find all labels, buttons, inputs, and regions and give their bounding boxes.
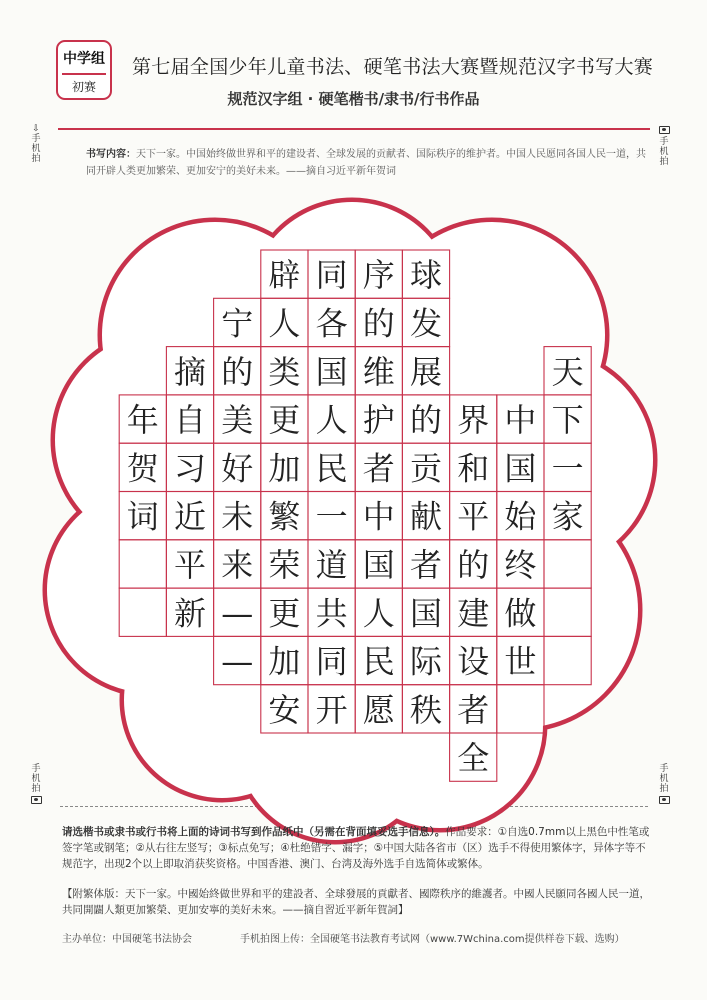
side-label-top-right: 手机拍 bbox=[656, 124, 672, 167]
grid-character: 更 bbox=[268, 594, 301, 633]
grid-character: 自 bbox=[173, 401, 207, 440]
grid-character: 始 bbox=[504, 497, 537, 536]
grid-character: 加 bbox=[268, 642, 301, 681]
grid-character: 者 bbox=[362, 449, 395, 488]
grid-character: 愿 bbox=[362, 690, 395, 729]
content-label: 书写内容： bbox=[86, 149, 136, 160]
grid-character: 者 bbox=[457, 690, 490, 729]
grid-character: 家 bbox=[551, 497, 584, 536]
traditional-version: 【附繁体版：天下一家。中國始終做世界和平的建設者、全球發展的貢獻者、國際秩序的維護者。中國人民願同各國人民一道，共同開闢人類更加繁榮、更加安寧的美好未來。——摘自習近平新年賀詞】 bbox=[62, 888, 650, 916]
side-label-bottom-right: 手机拍 bbox=[656, 764, 672, 807]
grid-character: 全 bbox=[457, 739, 490, 778]
grid-character: 的 bbox=[362, 304, 395, 343]
requirements-text: 作品要求：①自选0.7mm以上黑色中性笔或签字笔或钢笔；②从右往左竖写；③标点免写；④杜绝错字、漏字；⑤中国大陆各省市（区）选手不得使用繁体字，异体字等不规范字，出现2个以上即取消获奖资格。中国香港、澳门、台湾及海外选手自选简体或繁体。 bbox=[62, 826, 650, 870]
grid-character: 加 bbox=[268, 449, 301, 488]
grid-character: 宁 bbox=[221, 304, 254, 343]
grid-character: 未 bbox=[221, 497, 254, 536]
grid-character: 发 bbox=[409, 304, 443, 343]
grid-character: 一 bbox=[551, 449, 584, 488]
badge-level: 中学组 bbox=[63, 51, 105, 67]
grid-character: 年 bbox=[126, 401, 159, 440]
grid-character: 贺 bbox=[126, 449, 159, 488]
side-label-bottom-left: 手机拍 bbox=[28, 764, 44, 807]
grid-character: — bbox=[221, 642, 254, 681]
grid-character: 平 bbox=[457, 497, 490, 536]
grid-character: 人 bbox=[315, 401, 348, 440]
grid-character: — bbox=[221, 594, 254, 633]
grid-character: 繁 bbox=[268, 497, 301, 536]
grid-character: 的 bbox=[409, 401, 443, 440]
grid-character: 贡 bbox=[409, 449, 443, 488]
grid-character: 中 bbox=[362, 497, 395, 536]
grid-character: 献 bbox=[409, 497, 443, 536]
grid-character: 维 bbox=[362, 352, 395, 391]
grid-character: 界 bbox=[457, 401, 490, 440]
requirements-title: 请选楷书或隶书或行书将上面的诗词书写到作品纸中（另需在背面填妥选手信息）。 bbox=[62, 826, 446, 838]
grid-character: 者 bbox=[409, 545, 443, 584]
grid-character: 国 bbox=[315, 352, 348, 391]
grid-character: 建 bbox=[457, 594, 490, 633]
grid-character: 同 bbox=[315, 256, 348, 295]
grid-character: 球 bbox=[409, 256, 443, 295]
grid-character: 各 bbox=[315, 304, 348, 343]
grid-character: 安 bbox=[268, 690, 301, 729]
grid-character: 人 bbox=[362, 594, 395, 633]
grid-character: 更 bbox=[268, 401, 301, 440]
grid-character: 好 bbox=[221, 449, 254, 488]
grid-character: 同 bbox=[315, 642, 348, 681]
grid-character: 世 bbox=[504, 642, 537, 681]
grid-character: 民 bbox=[362, 642, 395, 681]
grid-character: 的 bbox=[457, 545, 490, 584]
grid-character: 新 bbox=[173, 594, 207, 633]
grid-character: 一 bbox=[315, 497, 348, 536]
side-label-top-left: ⇩ 手机拍 bbox=[31, 124, 41, 164]
grid-character: 摘 bbox=[173, 352, 207, 391]
page-subtitle: 规范汉字组 · 硬笔楷书/隶书/行书作品 bbox=[227, 90, 480, 108]
content-text: 天下一家。中国始终做世界和平的建设者、全球发展的贡献者、国际秩序的维护者。中国人民愿同各国人民一道，共同开辟人类更加繁荣、更加安宁的美好未来。——摘自习近平新年贺词 bbox=[86, 149, 646, 177]
grid-character: 终 bbox=[504, 545, 537, 584]
grid-character: 下 bbox=[551, 401, 584, 440]
organizer: 主办单位：中国硬笔书法协会 bbox=[62, 934, 192, 945]
grid-character: 展 bbox=[409, 352, 443, 391]
grid-character: 中 bbox=[504, 401, 537, 440]
grid-character: 和 bbox=[457, 449, 490, 488]
grid-character: 辟 bbox=[268, 256, 301, 295]
grid-character: 近 bbox=[173, 497, 207, 536]
grid-character: 荣 bbox=[268, 545, 301, 584]
grid-character: 国 bbox=[409, 594, 443, 633]
grid-character: 类 bbox=[268, 352, 301, 391]
grid-character: 际 bbox=[409, 642, 443, 681]
requirements bbox=[62, 824, 652, 872]
grid-character: 国 bbox=[504, 449, 537, 488]
grid-character: 的 bbox=[221, 352, 254, 391]
grid-character: 习 bbox=[173, 449, 207, 488]
grid-character: 天 bbox=[551, 352, 584, 391]
grid-character: 设 bbox=[457, 642, 490, 681]
grid-character: 美 bbox=[221, 401, 254, 440]
grid-character: 秩 bbox=[409, 690, 443, 729]
grid-character: 共 bbox=[315, 594, 348, 633]
upload-info: 手机拍图上传：全国硬笔书法教育考试网（www.7Wchina.com提供样卷下载、选购） bbox=[240, 934, 625, 945]
grid-character: 平 bbox=[173, 545, 207, 584]
grid-character: 国 bbox=[362, 545, 395, 584]
grid-character: 序 bbox=[362, 256, 395, 295]
footer bbox=[62, 930, 662, 945]
badge-stage: 初赛 bbox=[71, 80, 96, 94]
grid-character: 民 bbox=[315, 449, 348, 488]
grid-character: 护 bbox=[362, 401, 395, 440]
grid-character: 人 bbox=[268, 304, 301, 343]
grid-character: 道 bbox=[315, 545, 348, 584]
grid-character: 开 bbox=[315, 690, 348, 729]
grid-character: 来 bbox=[221, 545, 254, 584]
grid-character: 做 bbox=[504, 594, 537, 633]
page-title: 第七届全国少年儿童书法、硬笔书法大赛暨规范汉字书写大赛 bbox=[132, 56, 654, 78]
grid-character: 词 bbox=[126, 497, 159, 536]
